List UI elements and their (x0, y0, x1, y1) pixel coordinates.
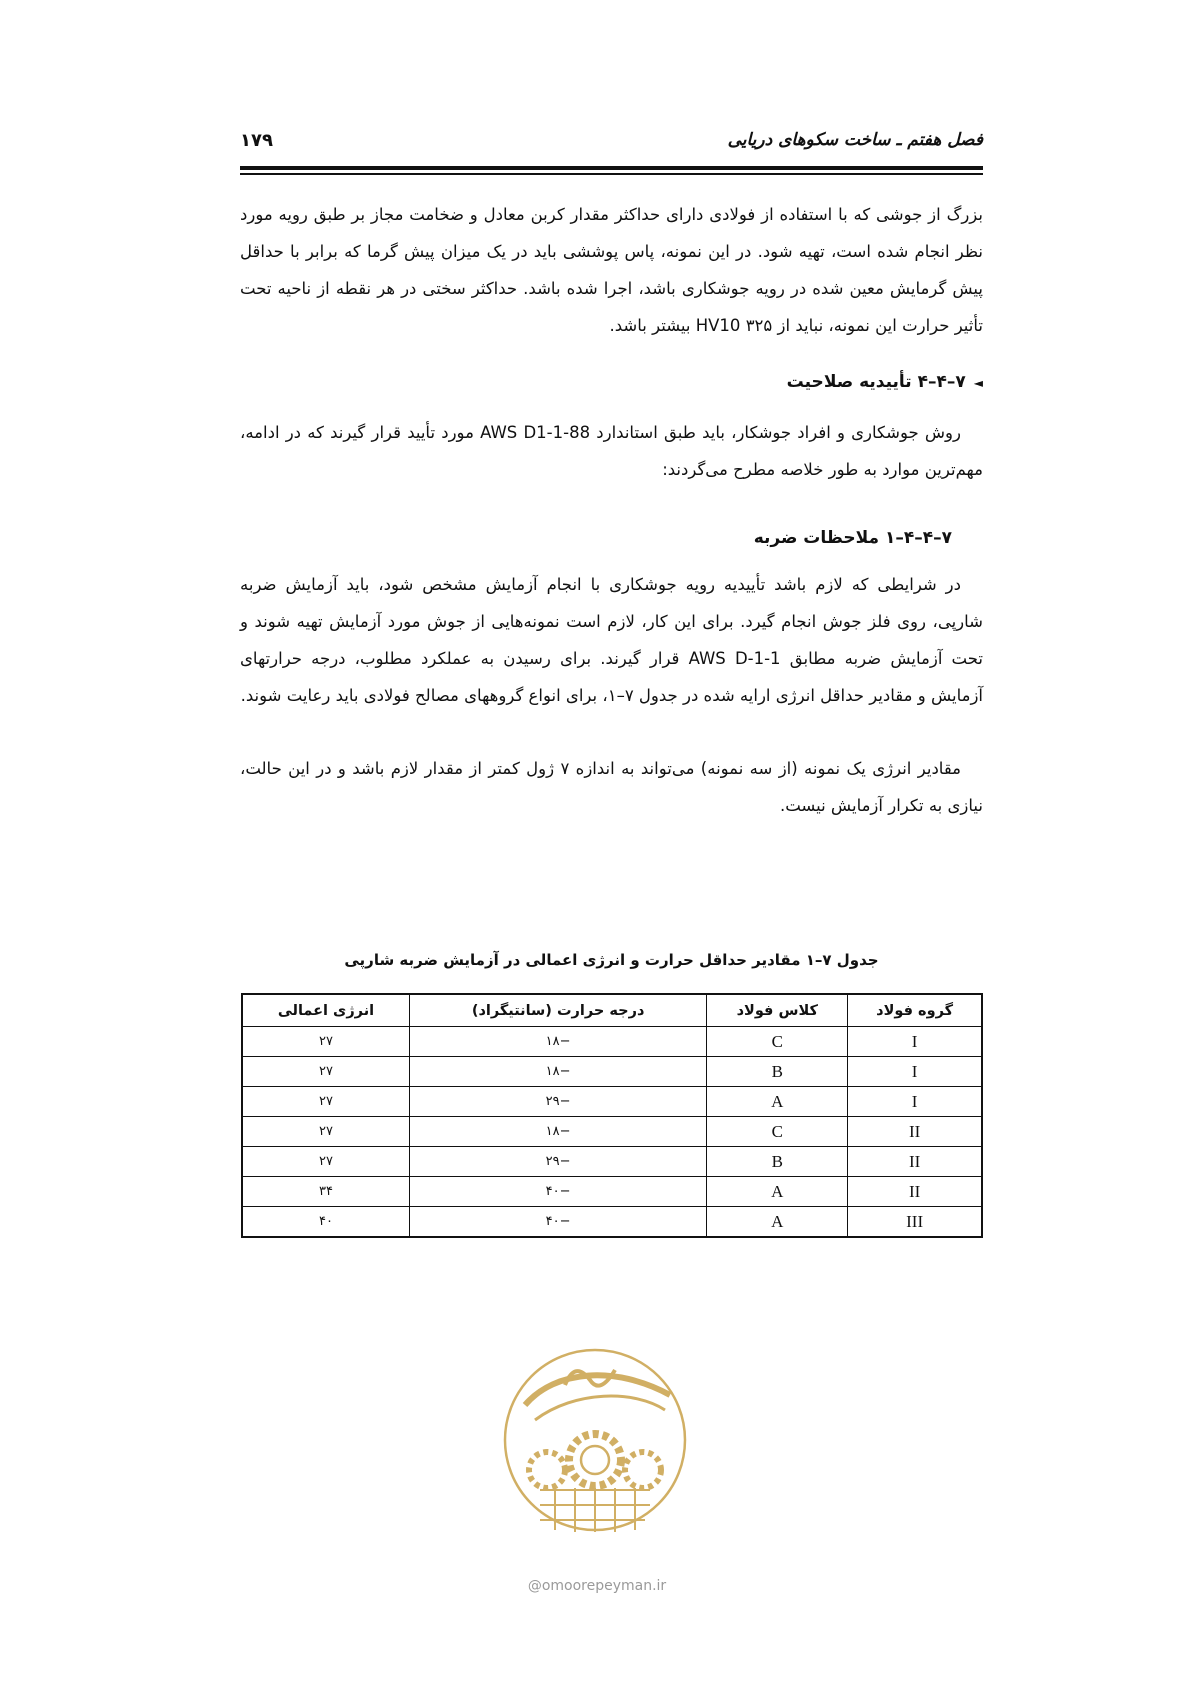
cell-energy: ۴۰ (242, 1207, 409, 1238)
cell-temperature: −۱۸ (409, 1057, 706, 1087)
cell-temperature: −۴۰ (409, 1177, 706, 1207)
watermark-url: @omoorepeyman.ir (527, 1578, 667, 1594)
cell-temperature: −۱۸ (409, 1117, 706, 1147)
cell-class: C (707, 1117, 848, 1147)
header-rule-thick (240, 166, 983, 170)
watermark-logo-icon (495, 1310, 695, 1580)
page-header (240, 124, 983, 154)
table-row (242, 1147, 982, 1177)
cell-energy: ۲۷ (242, 1027, 409, 1057)
cell-energy: ۲۷ (242, 1117, 409, 1147)
table-row (242, 1117, 982, 1147)
cell-class: A (707, 1207, 848, 1238)
cell-temperature: −۱۸ (409, 1027, 706, 1057)
header-temperature: درجه حرارت (سانتیگراد) (409, 994, 706, 1027)
page-number: ۱۷۹ (240, 130, 273, 151)
paragraph-qualification: روش جوشکاری و افراد جوشکار، باید طبق استاندارد AWS D1-1-88 مورد تأیید قرار گیرند که در ادامه، مهم‌ترین موارد به طور خلاصه مطرح می‌گردند: (240, 423, 983, 479)
cell-group: I (848, 1027, 982, 1057)
table-row (242, 1207, 982, 1238)
header-energy: انرژی اعمالی (242, 994, 409, 1027)
cell-group: II (848, 1117, 982, 1147)
table-row (242, 1057, 982, 1087)
cell-energy: ۳۴ (242, 1177, 409, 1207)
cell-class: B (707, 1057, 848, 1087)
table-caption: جدول ۷–۱ مقادیر حداقل حرارت و انرژی اعمالی در آزمایش ضربه شارپی (344, 951, 879, 969)
cell-energy: ۲۷ (242, 1147, 409, 1177)
paragraph-energy-tolerance: مقادیر انرژی یک نمونه (از سه نمونه) می‌تواند به اندازه ۷ ژول کمتر از مقدار لازم باشد و در این حالت، نیازی به تکرار آزمایش نیست. (240, 759, 983, 815)
paragraph-impact-test: در شرایطی که لازم باشد تأییدیه رویه جوشکاری با انجام آزمایش مشخص شود، باید آزمایش ضربه شارپی، روی فلز جوش انجام گیرد. برای این کار، لازم است نمونه‌هایی از جوش مورد آزمایش تهیه شوند و تحت آزمایش ضربه مطابق AWS D-1-1 قرار گیرند. برای رسیدن به عملکرد مطلوب، درجه حرارتهای آزمایش و مقادیر حداقل انرژی ارایه شده در جدول ۷–۱، برای انواع گروههای مصالح فولادی باید رعایت شوند. (240, 575, 984, 705)
paragraph-hardness: بزرگ از جوشی که با استفاده از فولادی دارای حداکثر مقدار کربن معادل و ضخامت مجاز بر طبق رویه مورد نظر انجام شده است، تهیه شود. در این نمونه، پاس پوششی باید در یک میزان پیش گرما که برابر با حداقل پیش گرمایش معین شده در رویه جوشکاری باشد، اجرا شده باشد. حداکثر سختی در هر نقطه از ناحیه تحت تأثیر حرارت این نمونه، نباید از ۳۲۵ HV10 بیشتر باشد. (240, 205, 983, 335)
table-header-row (242, 994, 982, 1027)
section-heading (787, 372, 983, 392)
header-rule-thin (240, 173, 983, 175)
cell-group: III (848, 1207, 982, 1238)
chapter-title: فصل هفتم ـ ساخت سکوهای دریایی (727, 130, 983, 150)
charpy-table (241, 993, 983, 1238)
header-steel-class: کلاس فولاد (707, 994, 848, 1027)
cell-energy: ۲۷ (242, 1087, 409, 1117)
cell-temperature: −۲۹ (409, 1087, 706, 1117)
cell-temperature: −۴۰ (409, 1207, 706, 1238)
table-row (242, 1177, 982, 1207)
cell-energy: ۲۷ (242, 1057, 409, 1087)
subsection-heading: ۷–۴–۴–۱ ملاحظات ضربه (753, 528, 952, 548)
table-row (242, 1087, 982, 1117)
cell-group: II (848, 1177, 982, 1207)
cell-group: II (848, 1147, 982, 1177)
cell-class: B (707, 1147, 848, 1177)
table-row (242, 1027, 982, 1057)
section-heading-text: ۷–۴–۴ تأییدیه صلاحیت (786, 372, 966, 392)
cell-class: C (707, 1027, 848, 1057)
cell-class: A (707, 1087, 848, 1117)
cell-group: I (848, 1057, 982, 1087)
triangle-marker-icon: ◄ (973, 376, 983, 390)
cell-group: I (848, 1087, 982, 1117)
header-steel-group: گروه فولاد (848, 994, 982, 1027)
cell-temperature: −۲۹ (409, 1147, 706, 1177)
cell-class: A (707, 1177, 848, 1207)
